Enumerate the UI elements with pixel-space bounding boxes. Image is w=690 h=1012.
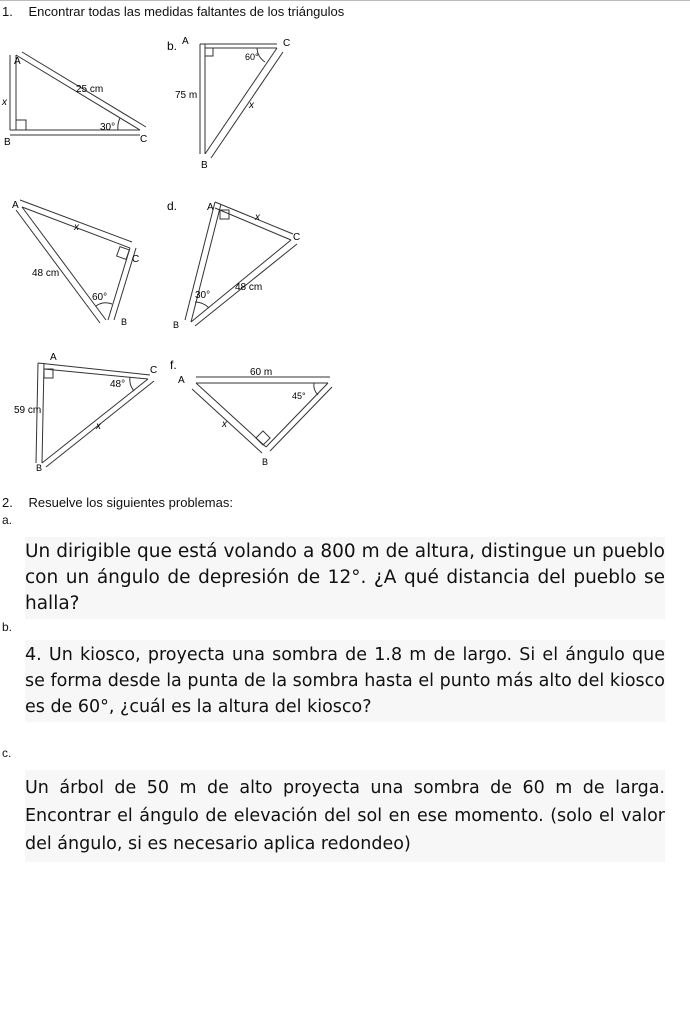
fig-a-angle-label: 30° (100, 122, 116, 133)
fig-f-side-left-outer (192, 389, 262, 453)
fig-e-side-ac-inner (44, 369, 148, 379)
fig-d-side-ab-inner (191, 204, 221, 322)
fig-a-angle-arc (118, 118, 120, 130)
fig-d-unknown-label: x (255, 212, 260, 223)
fig-d-side-label: 48 cm (235, 282, 263, 293)
section2-title: Resuelve los siguientes problemas: (28, 495, 233, 510)
fig-c-vertex-c: C (132, 254, 140, 265)
fig-e-hypotenuse (42, 379, 148, 463)
fig-a-unknown-label: x (2, 97, 7, 108)
triangle-figure-b (165, 30, 315, 180)
section1-title: Encontrar todas las medidas faltantes de los triángulos (28, 4, 345, 19)
fig-d-vertex-c: C (293, 232, 301, 243)
fig-a-hypotenuse-label: 25 cm (76, 84, 104, 95)
fig-b-angle-label: 60° (245, 52, 259, 62)
fig-a-vertex-a: A (14, 56, 21, 67)
fig-b-hypotenuse (205, 48, 277, 154)
fig-c-hypotenuse (22, 207, 106, 320)
fig-c-side-label: 48 cm (32, 268, 60, 279)
fig-e-side-ac (38, 363, 150, 375)
problem-c-text: Un árbol de 50 m de alto proyecta una sombra de 60 m de larga. Encontrar el ángulo de elevación del sol en ese momento. (solo el valor del ángulo, si es necesario aplica redondeo) (25, 770, 665, 862)
fig-e-vertex-a: A (50, 352, 57, 363)
fig-b-vertex-c: C (283, 38, 291, 49)
fig-b-vertex-a: A (182, 36, 189, 47)
fig-f-unknown-label: x (222, 419, 227, 430)
fig-e-vertex-c: C (150, 365, 158, 376)
fig-d-vertex-a: A (207, 202, 214, 213)
fig-d-right-angle-mark (220, 210, 229, 219)
fig-f-label: f. (170, 358, 177, 372)
section2-number: 2. (2, 495, 13, 510)
top-rule (0, 0, 690, 1)
fig-c-vertex-b: B (121, 317, 128, 327)
fig-c-vertex-a: A (12, 200, 19, 211)
fig-b-side-label: 75 m (175, 90, 198, 101)
fig-e-right-angle-mark (44, 369, 53, 378)
fig-a-vertex-c: C (140, 134, 148, 145)
fig-c-angle-label: 60° (92, 292, 108, 303)
fig-f-right-angle-mark (256, 431, 270, 445)
problem-a-text: Un dirigible que está volando a 800 m de altura, distingue un pueblo con un ángulo de depresión de 12°. ¿A qué distancia del pueblo se halla? (25, 537, 665, 619)
fig-f-angle-label: 45° (292, 391, 306, 401)
fig-c-side-ac (20, 200, 132, 242)
problem-b-text: 4. Un kiosco, proyecta una sombra de 1.8 m de largo. Si el ángulo que se forma desde la punta de la sombra hasta el punto más alto del kiosco es de 60°, ¿cuál es la altura del kiosco? (25, 640, 665, 722)
fig-b-right-angle-mark (205, 48, 213, 56)
fig-e-vertex-b: B (36, 463, 43, 473)
fig-c-hypotenuse-outer (16, 210, 100, 323)
fig-c-unknown-label: x (74, 222, 79, 233)
problem-c-label: c. (2, 746, 12, 760)
fig-d-hypotenuse (191, 240, 291, 322)
fig-a-right-angle-mark (16, 120, 26, 130)
fig-f-side-left (196, 383, 266, 447)
fig-b-label: b. (167, 39, 178, 53)
fig-d-side-ac-inner (215, 208, 291, 240)
fig-a-vertex-b: B (4, 137, 11, 148)
fig-f-vertex-b: B (262, 457, 269, 467)
fig-e-angle-arc (130, 377, 134, 391)
section2-heading (2, 495, 233, 510)
problem-a-label: a. (2, 513, 13, 527)
fig-f-vertex-a: A (178, 375, 185, 386)
fig-b-hypotenuse-outer (211, 52, 283, 158)
fig-d-label: d. (167, 199, 178, 213)
fig-e-angle-label: 48° (110, 379, 126, 390)
triangle-figure-c (0, 190, 160, 335)
fig-f-angle-arc (314, 383, 318, 395)
triangle-figure-e (0, 345, 165, 480)
problem-b-label: b. (2, 620, 13, 634)
fig-c-angle-arc (96, 303, 112, 306)
triangle-figure-f (168, 355, 338, 480)
fig-d-angle-label: 30° (195, 290, 211, 301)
fig-f-side-label: 60 m (250, 367, 273, 378)
fig-e-side-label: 59 cm (14, 405, 42, 416)
fig-d-side-ac (215, 202, 293, 234)
section1-heading (2, 4, 344, 19)
section1-number: 1. (2, 4, 13, 19)
triangle-figure-d (165, 190, 315, 335)
fig-b-unknown-label: x (249, 100, 254, 111)
triangle-figure-a (0, 40, 160, 160)
fig-d-angle-arc (195, 302, 209, 308)
fig-e-unknown-label: x (96, 421, 101, 432)
fig-b-vertex-b: B (201, 160, 208, 171)
fig-d-vertex-b: B (173, 320, 180, 330)
